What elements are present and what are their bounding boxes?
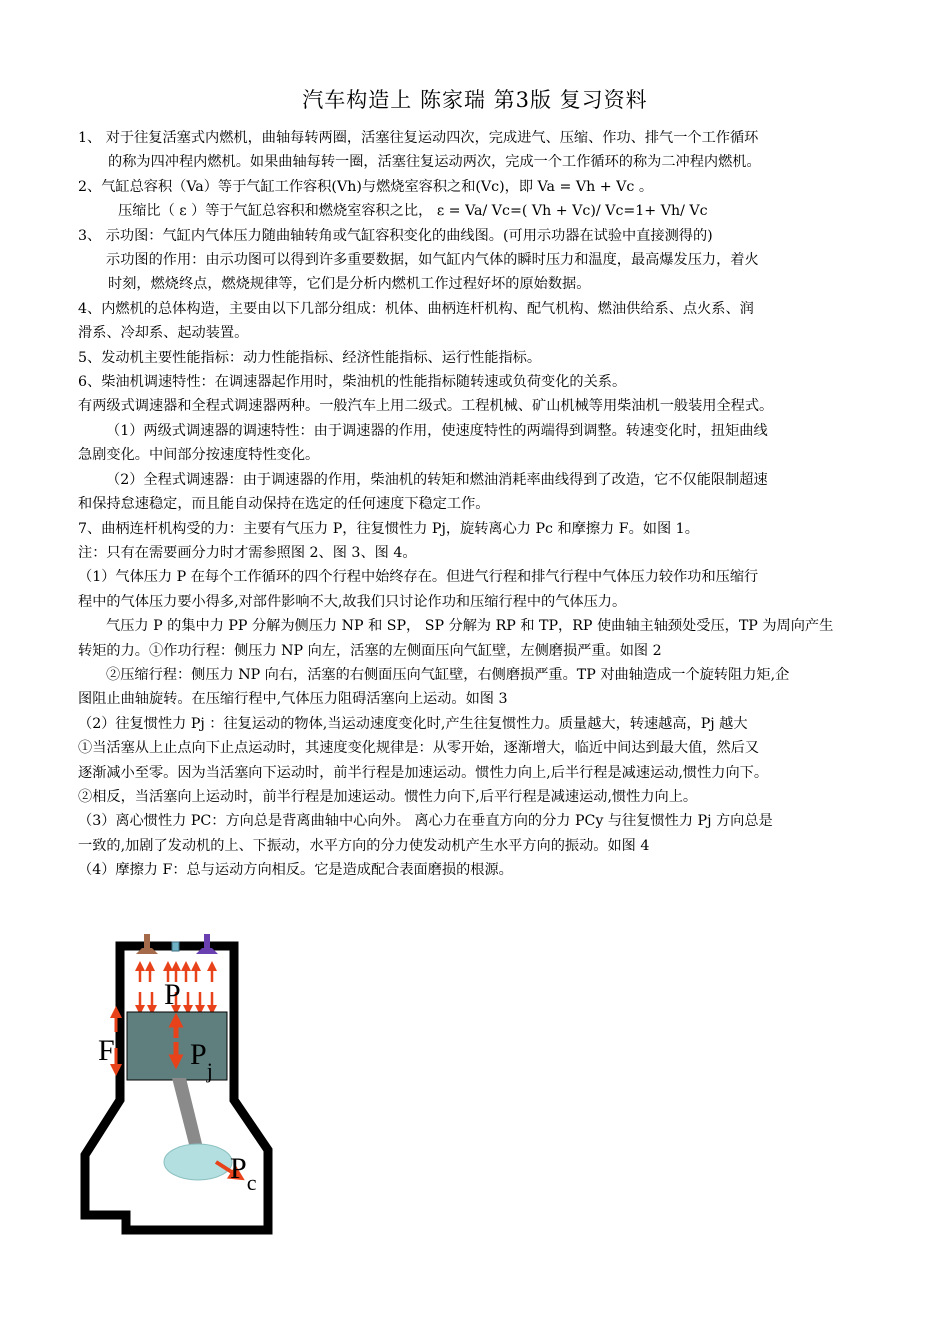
paragraph-line: （3）离心惯性力 PC：方向总是背离曲轴中心向外。 离心力在垂直方向的分力 PCy 与往复惯性力 Pj 方向总是 <box>78 813 773 830</box>
crank-web <box>164 1144 232 1180</box>
paragraph-line: 6、柴油机调速特性：在调速器起作用时，柴油机的性能指标随转速或负荷变化的关系。 <box>78 374 627 391</box>
paragraph-line: （1）两级式调速器的调速特性：由于调速器的作用，使速度特性的两端得到调整。转速变化时，扭矩曲线 <box>106 422 768 439</box>
document-body <box>78 126 878 883</box>
paragraph-line: 注：只有在需要画分力时才需参照图 2、图 3、图 4。 <box>78 544 417 561</box>
label-F: F <box>98 1034 115 1067</box>
paragraph-line: ②相反，当活塞向上运动时，前半行程是加速运动。惯性力向下,后平行程是减速运动,惯性力向上。 <box>78 788 698 805</box>
paragraph-line: 时刻，燃烧终点，燃烧规律等，它们是分析内燃机工作过程好坏的原始数据。 <box>108 276 591 293</box>
paragraph-line: （4）摩擦力 F：总与运动方向相反。它是造成配合表面磨损的根源。 <box>78 862 513 879</box>
paragraph-line: 转矩的力。①作功行程：侧压力 NP 向左，活塞的左侧面压向气缸壁，左侧磨损严重。如图 2 <box>78 642 662 659</box>
paragraph-line: 滑系、冷却系、起动装置。 <box>78 325 249 342</box>
paragraph-line: 示功图的作用：由示功图可以得到许多重要数据，如气缸内气体的瞬时压力和温度，最高爆发压力，着火 <box>106 252 759 269</box>
page-title: 汽车构造上 陈家瑞 第3版 复习资料 <box>302 88 648 112</box>
paragraph-line: （2）全程式调速器：由于调速器的作用，柴油机的转矩和燃油消耗率曲线得到了改造，它不仅能限制超速 <box>106 471 768 488</box>
paragraph-line: ②压缩行程：侧压力 NP 向右，活塞的右侧面压向气缸壁，右侧磨损严重。TP 对曲轴造成一个旋转阻力矩,企 <box>106 666 790 683</box>
paragraph-line: ①当活塞从上止点向下止点运动时，其速度变化规律是：从零开始，逐渐增大，临近中间达到最大值，然后又 <box>78 740 760 757</box>
label-Pc: $P_c$ <box>230 1152 257 1195</box>
paragraph-line: 7、曲柄连杆机构受的力：主要有气压力 P，往复惯性力 Pj，旋转离心力 Pc 和摩擦力 F。如图 1。 <box>78 520 699 537</box>
spark-plug <box>172 942 179 951</box>
label-P: P <box>164 978 181 1011</box>
paragraph-line: 图阻止曲轴旋转。在压缩行程中,气体压力阻碍活塞向上运动。如图 3 <box>78 691 508 708</box>
paragraph-line: 急剧变化。中间部分按速度特性变化。 <box>78 447 320 464</box>
paragraph-line: 一致的,加剧了发动机的上、下振动，水平方向的分力使发动机产生水平方向的振动。如图 4 <box>78 837 650 854</box>
paragraph-line: （2）往复惯性力 Pj ：往复运动的物体,当运动速度变化时,产生往复惯性力。质量越大，转速越高，Pj 越大 <box>78 715 748 732</box>
paragraph-line: 4、内燃机的总体构造，主要由以下几部分组成：机体、曲柄连杆机构、配气机构、燃油供给系、点火系、润 <box>78 300 754 317</box>
paragraph-line: 2、气缸总容积（Va）等于气缸工作容积(Vh)与燃烧室容积之和(Vc)，即 Va = Vh + Vc 。 <box>78 178 654 195</box>
paragraph-line: 和保持怠速稳定，而且能自动保持在选定的任何速度下稳定工作。 <box>78 496 490 513</box>
paragraph-line: 气压力 P 的集中力 PP 分解为侧压力 NP 和 SP， SP 分解为 RP 和 TP，RP 使曲轴主轴颈处受压，TP 为周向产生 <box>106 618 834 635</box>
paragraph-line: 3、 示功图：气缸内气体压力随曲轴转角或气缸容积变化的曲线图。(可用示功器在试验中直接测得的) <box>78 227 713 244</box>
paragraph-line: 5、发动机主要性能指标：动力性能指标、经济性能指标、运行性能指标。 <box>78 349 542 366</box>
paragraph-line: 逐渐减小至零。因为当活塞向下运动时，前半行程是加速运动。惯性力向上,后半行程是减速运动,惯性力向下。 <box>78 764 769 781</box>
paragraph-line: 的称为四冲程内燃机。如果曲轴每转一圈，活塞往复运动两次，完成一个工作循环的称为二冲程内燃机。 <box>108 154 761 171</box>
paragraph-line: （1）气体压力 P 在每个工作循环的四个行程中始终存在。但进气行程和排气行程中气体压力较作功和压缩行 <box>78 569 759 586</box>
paragraph-line: 压缩比（ ε ）等于气缸总容积和燃烧室容积之比， ε = Va/ Vc=( Vh + Vc)/ Vc=1+ Vh/ Vc <box>118 203 708 220</box>
label-Pj: $P_j$ <box>190 1038 213 1083</box>
paragraph-line: 有两级式调速器和全程式调速器两种。一般汽车上用二级式。工程机械、矿山机械等用柴油机一般装用全程式。 <box>78 398 774 415</box>
figure-1-engine-forces <box>80 920 310 1260</box>
paragraph-line: 1、 对于往复活塞式内燃机，曲轴每转两圈，活塞往复运动四次，完成进气、压缩、作功、排气一个工作循环 <box>78 130 759 146</box>
paragraph-line: 程中的气体压力要小得多,对部件影响不大,故我们只讨论作功和压缩行程中的气体压力。 <box>78 593 627 610</box>
